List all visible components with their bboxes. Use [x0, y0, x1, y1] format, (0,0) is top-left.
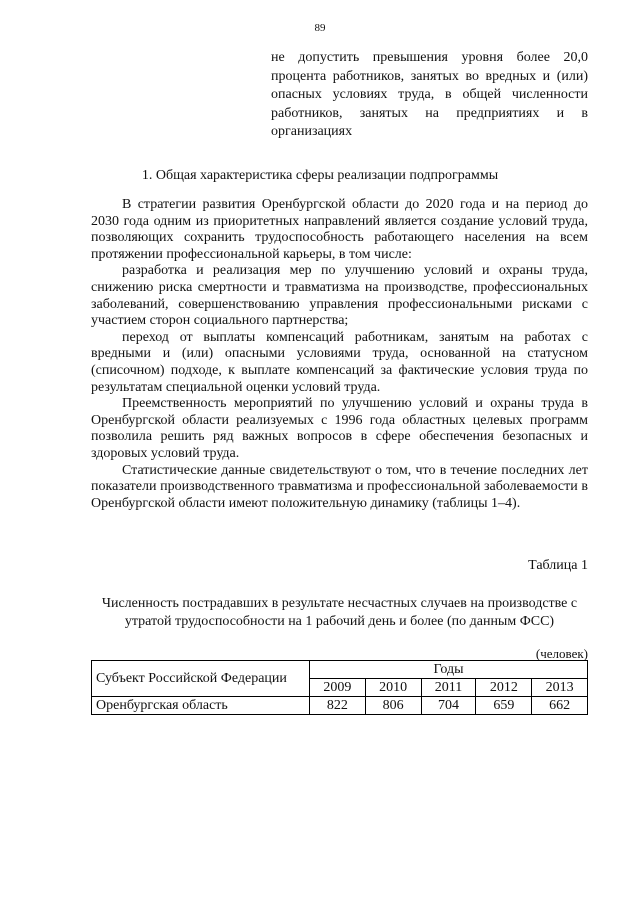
table-caption: Численность пострадавших в результате несчастных случаев на производстве с утратой трудоспособности на 1 рабочий день и более (по данным ФСС)	[101, 596, 578, 629]
body-text	[91, 197, 588, 512]
page-number: 89	[314, 22, 326, 34]
table-unit: (человек)	[535, 646, 588, 661]
paragraph: разработка и реализация мер по улучшению условий и охраны труда, снижению риска смертности и травматизма на производстве, профессиональных заболеваний, совершенствованию управления профессиональными рисками с участием сторон социального партнерства;	[91, 263, 588, 329]
paragraph: В стратегии развития Оренбургской области до 2020 года и на период до 2030 года одним из приоритетных направлений является создание условий труда, позволяющих сохранить трудоспособность работающего населения на всем протяжении профессиональной карьеры, в том числе:	[91, 197, 588, 262]
data-table	[91, 660, 588, 715]
value-cell: 662	[532, 697, 588, 715]
row-label: Оренбургская область	[92, 697, 310, 715]
value-cell: 704	[421, 697, 476, 715]
table-header-row	[92, 661, 588, 679]
header-subject: Субъект Российской Федерации	[92, 661, 310, 697]
year-cell: 2009	[310, 679, 366, 697]
table-label: Таблица 1	[528, 558, 588, 573]
intro-paragraph: не допустить превышения уровня более 20,0 процента работников, занятых во вредных и (или) опасных условиях труда, в общей численности работников, занятых на предприятиях и в организациях	[271, 50, 588, 139]
section-heading: 1. Общая характеристика сферы реализации подпрограммы	[141, 168, 499, 183]
value-cell: 659	[476, 697, 532, 715]
header-years: Годы	[310, 661, 588, 679]
paragraph: Преемственность мероприятий по улучшению условий и охраны труда в Оренбургской области реализуемых с 1996 года областных целевых программ позволила решить ряд важных вопросов в сфере обеспечения безопасных и здоровых условий труда.	[91, 396, 588, 461]
intro-block	[271, 49, 588, 142]
year-cell: 2012	[476, 679, 532, 697]
paragraph: переход от выплаты компенсаций работникам, занятым на работах с вредными и (или) опасными условиями труда, основанной на статусном (списочном) подходе, к выплате компенсаций за фактические условия труда по результатам специальной оценки условий труда.	[91, 329, 588, 395]
value-cell: 806	[365, 697, 421, 715]
paragraph: Статистические данные свидетельствуют о том, что в течение последних лет показатели производственного травматизма и профессиональной заболеваемости в Оренбургской области имеют положительную динамику (таблицы 1–4).	[91, 462, 588, 511]
year-cell: 2011	[421, 679, 476, 697]
year-cell: 2010	[365, 679, 421, 697]
table-row	[92, 697, 588, 715]
year-cell: 2013	[532, 679, 588, 697]
value-cell: 822	[310, 697, 366, 715]
